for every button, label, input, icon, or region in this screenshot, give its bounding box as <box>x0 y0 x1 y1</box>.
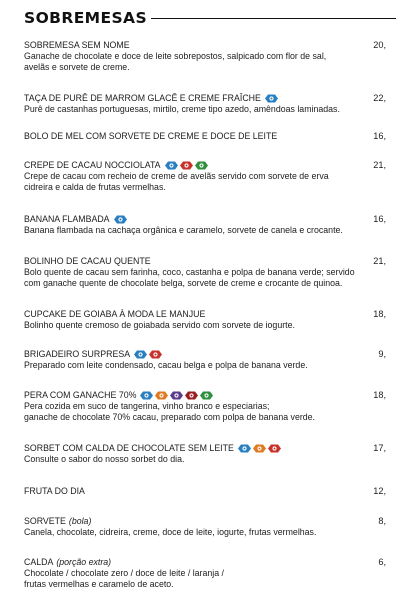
menu-item <box>24 256 386 288</box>
purple-diet-badge-icon <box>170 391 183 400</box>
menu-item-price: 18, <box>373 309 386 319</box>
diet-badges <box>165 161 208 170</box>
menu-item <box>24 557 386 589</box>
menu-item-name-row <box>24 486 386 497</box>
menu-item-name-row <box>24 93 386 104</box>
menu-item-name: BOLINHO DE CACAU QUENTE <box>24 256 151 267</box>
menu-item-description: Chocolate / chocolate zero / doce de leite / laranja / <box>24 568 225 578</box>
menu-item-description: Ganache de chocolate e doce de leite sobrepostos, salpicado com flor de sal, <box>24 51 327 61</box>
menu-item <box>24 516 386 538</box>
menu-item-name-note: (porção extra) <box>56 557 112 568</box>
menu-item-price: 9, <box>378 349 386 359</box>
menu-item <box>24 160 386 192</box>
menu-item-description: Canela, chocolate, cidreira, creme, doce de leite, iogurte, frutas vermelhas. <box>24 527 317 537</box>
diet-badges <box>238 444 281 453</box>
menu-item-price: 18, <box>373 390 386 400</box>
menu-item-name: CREPE DE CACAU NOCCIOLATA <box>24 160 161 171</box>
section-header <box>24 8 396 28</box>
blue-diet-badge-icon <box>165 161 178 170</box>
menu-item-description: Crepe de cacau com recheio de creme de avelãs servido com sorvete de erva <box>24 171 329 181</box>
green-diet-badge-icon <box>195 161 208 170</box>
menu-item-name: SORBET COM CALDA DE CHOCOLATE SEM LEITE <box>24 443 234 454</box>
blue-diet-badge-icon <box>238 444 251 453</box>
blue-diet-badge-icon <box>134 350 147 359</box>
blue-diet-badge-icon <box>140 391 153 400</box>
menu-item <box>24 443 386 465</box>
menu-item-name-row <box>24 256 386 267</box>
green-diet-badge-icon <box>200 391 213 400</box>
menu-item-name: CALDA <box>24 557 54 568</box>
menu-item <box>24 486 386 497</box>
menu-item-name: SORVETE <box>24 516 66 527</box>
menu-item-description: cidreira e calda de frutas vermelhas. <box>24 181 166 192</box>
menu-item-name: CUPCAKE DE GOIABA À MODA LE MANJUE <box>24 309 206 320</box>
diet-badges <box>140 391 213 400</box>
menu-item <box>24 131 386 142</box>
menu-item-name-row <box>24 516 386 527</box>
menu-item <box>24 309 386 331</box>
menu-item-name-row <box>24 214 386 225</box>
menu-item-description: Pera cozida em suco de tangerina, vinho branco e especiarias; <box>24 401 270 411</box>
menu-item-description: frutas vermelhas e caramelo de aceto. <box>24 578 174 589</box>
menu-item-price: 16, <box>373 131 386 141</box>
menu-item-name: FRUTA DO DIA <box>24 486 85 497</box>
menu-item-price: 6, <box>378 557 386 567</box>
menu-item-description: Banana flambada na cachaça orgânica e caramelo, sorvete de canela e crocante. <box>24 225 343 235</box>
red-diet-badge-icon <box>268 444 281 453</box>
menu-item-price: 12, <box>373 486 386 496</box>
menu-item-description: Purê de castanhas portuguesas, mirtilo, creme tipo azedo, amêndoas laminadas. <box>24 104 340 114</box>
menu-item-name: BANANA FLAMBADA <box>24 214 110 225</box>
diet-badges <box>134 350 162 359</box>
red-diet-badge-icon <box>180 161 193 170</box>
darkred-diet-badge-icon <box>185 391 198 400</box>
diet-badges <box>114 215 127 224</box>
menu-item <box>24 40 386 72</box>
menu-item-name-row <box>24 349 386 360</box>
section-title: SOBREMESAS <box>24 9 148 27</box>
menu-item-name-row <box>24 40 386 51</box>
header-rule <box>151 18 396 19</box>
menu-item-name: TAÇA DE PURÊ DE MARROM GLACÊ E CREME FRAÎCHE <box>24 93 261 104</box>
menu-item-description: Consulte o sabor do nosso sorbet do dia. <box>24 454 185 464</box>
menu-item-description: ganache de chocolate 70% cacau, preparado com polpa de banana verde. <box>24 411 315 422</box>
menu-item-name: BOLO DE MEL COM SORVETE DE CREME E DOCE DE LEITE <box>24 131 278 142</box>
menu-item-name-row <box>24 443 386 454</box>
blue-diet-badge-icon <box>265 94 278 103</box>
menu-item-price: 8, <box>378 516 386 526</box>
menu-item-price: 20, <box>373 40 386 50</box>
menu-item <box>24 349 386 371</box>
menu-item-name-row <box>24 160 386 171</box>
menu-item-name-row <box>24 309 386 320</box>
menu-item-description: Bolo quente de cacau sem farinha, coco, castanha e polpa de banana verde; servido <box>24 267 355 277</box>
menu-item <box>24 93 386 115</box>
menu-item-description: Preparado com leite condensado, cacau belga e polpa de banana verde. <box>24 360 308 370</box>
red-diet-badge-icon <box>149 350 162 359</box>
menu-item-price: 22, <box>373 93 386 103</box>
menu-item-price: 16, <box>373 214 386 224</box>
menu-item-price: 21, <box>373 256 386 266</box>
menu-item <box>24 390 386 422</box>
menu-item-name: SOBREMESA SEM NOME <box>24 40 130 51</box>
menu-item-name-row <box>24 131 386 142</box>
menu-item-description: Bolinho quente cremoso de goiabada servido com sorvete de iogurte. <box>24 320 295 330</box>
orange-diet-badge-icon <box>155 391 168 400</box>
menu-item-name: PERA COM GANACHE 70% <box>24 390 137 401</box>
blue-diet-badge-icon <box>114 215 127 224</box>
menu-item-name-row <box>24 390 386 401</box>
orange-diet-badge-icon <box>253 444 266 453</box>
menu-item-price: 21, <box>373 160 386 170</box>
menu-item-description: com ganache quente de chocolate belga, sorvete de creme e crocante de quinoa. <box>24 277 343 288</box>
menu-item-description: avelãs e sorvete de creme. <box>24 61 130 72</box>
diet-badges <box>265 94 278 103</box>
menu-item-name: BRIGADEIRO SURPRESA <box>24 349 131 360</box>
menu-item-price: 17, <box>373 443 386 453</box>
menu-item <box>24 214 386 236</box>
menu-item-name-note: (bola) <box>68 516 92 527</box>
menu-item-name-row <box>24 557 386 568</box>
